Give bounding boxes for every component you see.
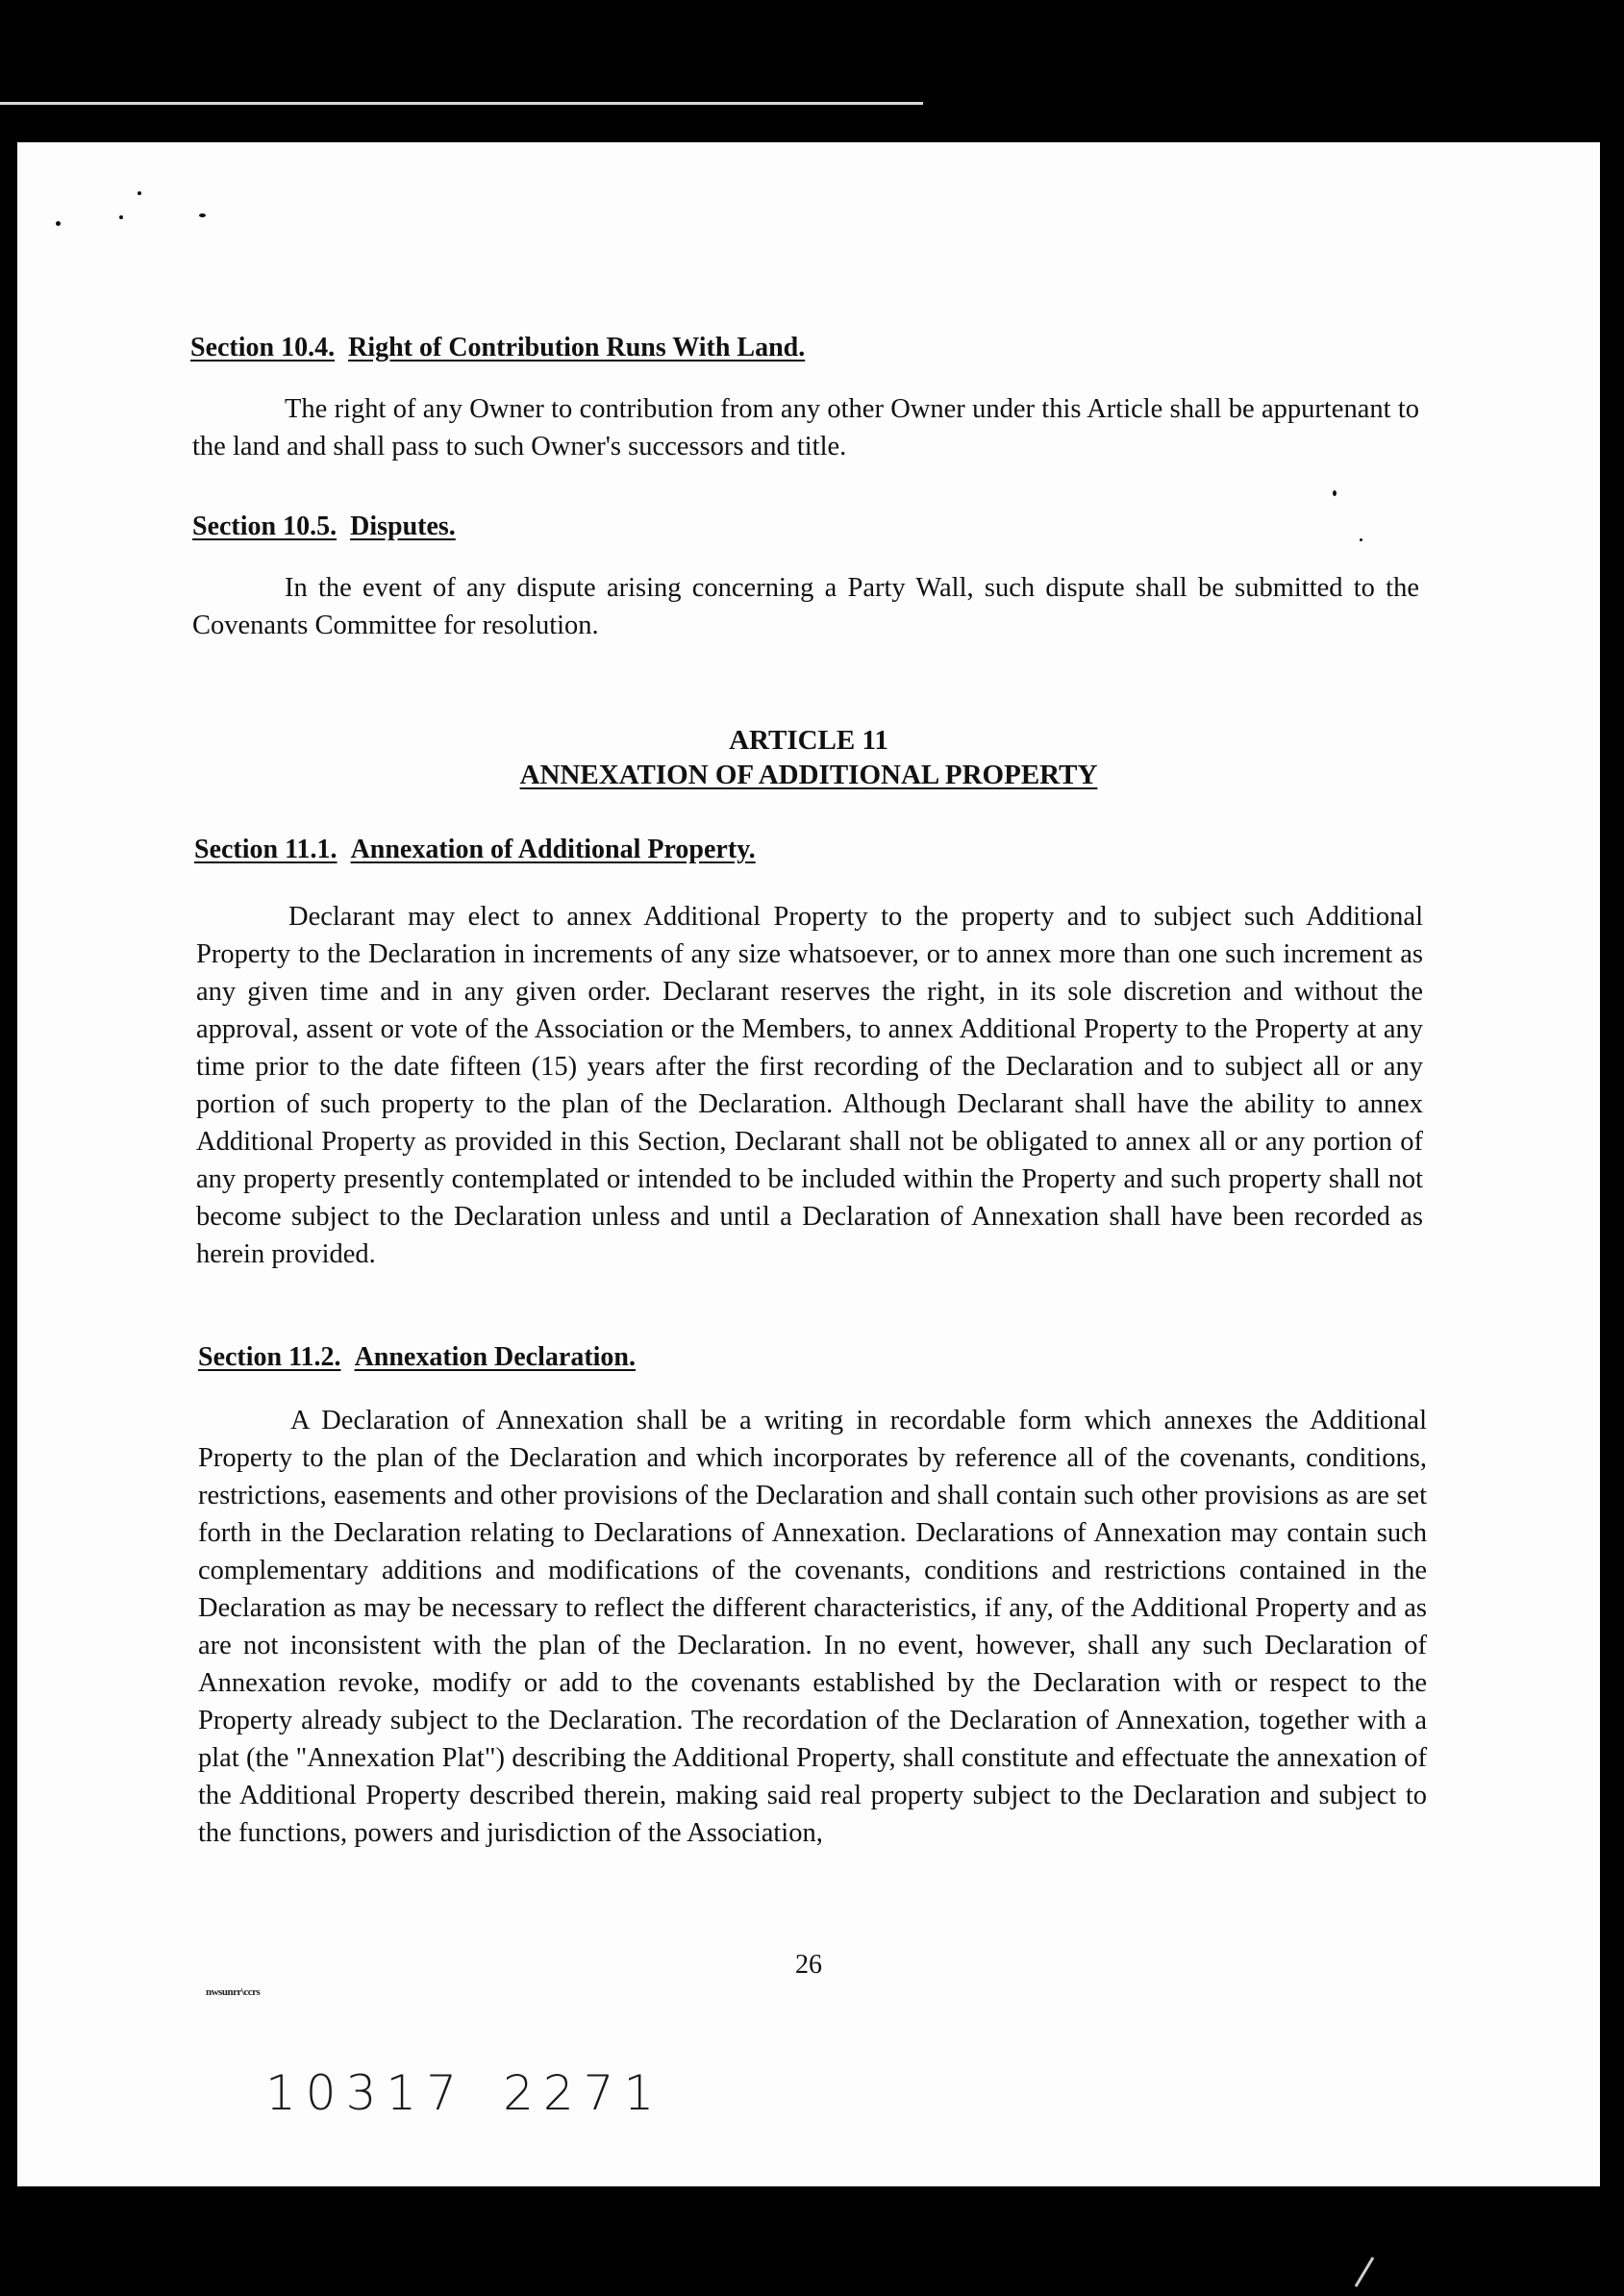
section-number: Section 11.2. <box>198 1342 341 1372</box>
document-id-stamp <box>265 2065 663 2121</box>
scan-speck <box>199 213 206 217</box>
section-number: Section 11.1. <box>194 835 337 864</box>
section-11-2-body: A Declaration of Annexation shall be a writing in recordable form which annexes the Additional Property to the plan of the Declaration and which incorporates by reference all of the covenants, conditions, restrictions, easements and other provisions of the Declaration and shall contain such other provisions as are set forth in the Declaration relating to Declarations of Annexation. Declarations of Annexation may contain such complementary additions and modifications of the covenants, conditions and restrictions contained in the Declaration as may be necessary to reflect the different characteristics, if any, of the Additional Property and as are not inconsistent with the plan of the Declaration. In no event, however, shall any such Declaration of Annexation revoke, modify or add to the covenants established by the Declaration with or respect to the Property already subject to the Declaration. The recordation of the Declaration of Annexation, together with a plat (the "Annexation Plat") describing the Additional Property, shall constitute and effectuate the annexation of the Additional Property described therein, making said real property subject to the Declaration and subject to the functions, powers and jurisdiction of the Association, <box>198 1406 1427 1848</box>
section-title: Annexation Declaration. <box>354 1342 636 1372</box>
section-11-2-heading <box>198 1342 636 1373</box>
scan-edge-line <box>0 102 923 105</box>
scan-speck <box>1360 538 1362 541</box>
document-id-part: 10317 <box>265 2065 467 2121</box>
section-title: Right of Contribution Runs With Land. <box>348 333 806 362</box>
document-page <box>17 142 1600 2186</box>
document-id-part: 2271 <box>503 2065 664 2121</box>
section-10-4-heading <box>190 333 805 363</box>
section-11-1-heading <box>194 835 756 865</box>
section-11-1-body: Declarant may elect to annex Additional Property to the property and to subject such Additional Property to the Declaration in increments of any size whatsoever, or to annex more than one such increment as any given time and in any given order. Declarant reserves the right, in its sole discretion and without the approval, assent or vote of the Association or the Members, to annex Additional Property to the Property at any time prior to the date fifteen (15) years after the first recording of the Declaration and to subject all or any portion of such property to the plan of the Declaration. Although Declarant shall have the ability to annex Additional Property as provided in this Section, Declarant shall not be obligated to annex all or any portion of any property presently contemplated or intended to be included within the Property and such property shall not become subject to the Declaration unless and until a Declaration of Annexation shall have been recorded as herein provided. <box>196 902 1423 1269</box>
section-10-5-heading <box>192 512 456 542</box>
section-number: Section 10.4. <box>190 333 336 362</box>
article-label: ARTICLE 11 <box>729 725 888 756</box>
section-10-4-body: The right of any Owner to contribution from any other Owner under this Article shall be appurtenant to the land and shall pass to such Owner's successors and title. <box>192 394 1419 462</box>
scan-speck <box>1333 490 1337 496</box>
section-title: Annexation of Additional Property. <box>350 835 756 864</box>
section-number: Section 10.5. <box>192 512 337 541</box>
article-title-text: ANNEXATION OF ADDITIONAL PROPERTY <box>519 760 1098 790</box>
scan-corner-mark <box>1354 2256 1375 2288</box>
scan-speck <box>137 191 141 195</box>
scan-speck <box>119 215 123 219</box>
page-number: 26 <box>795 1950 822 1980</box>
article-title <box>17 758 1600 793</box>
section-title: Disputes. <box>350 512 456 541</box>
scan-speck <box>56 221 61 226</box>
section-10-5-body: In the event of any dispute arising concerning a Party Wall, such dispute shall be submitted to the Covenants Committee for resolution. <box>192 573 1419 640</box>
footer-file-code: nwsunrr\ccrs <box>206 1986 261 1998</box>
